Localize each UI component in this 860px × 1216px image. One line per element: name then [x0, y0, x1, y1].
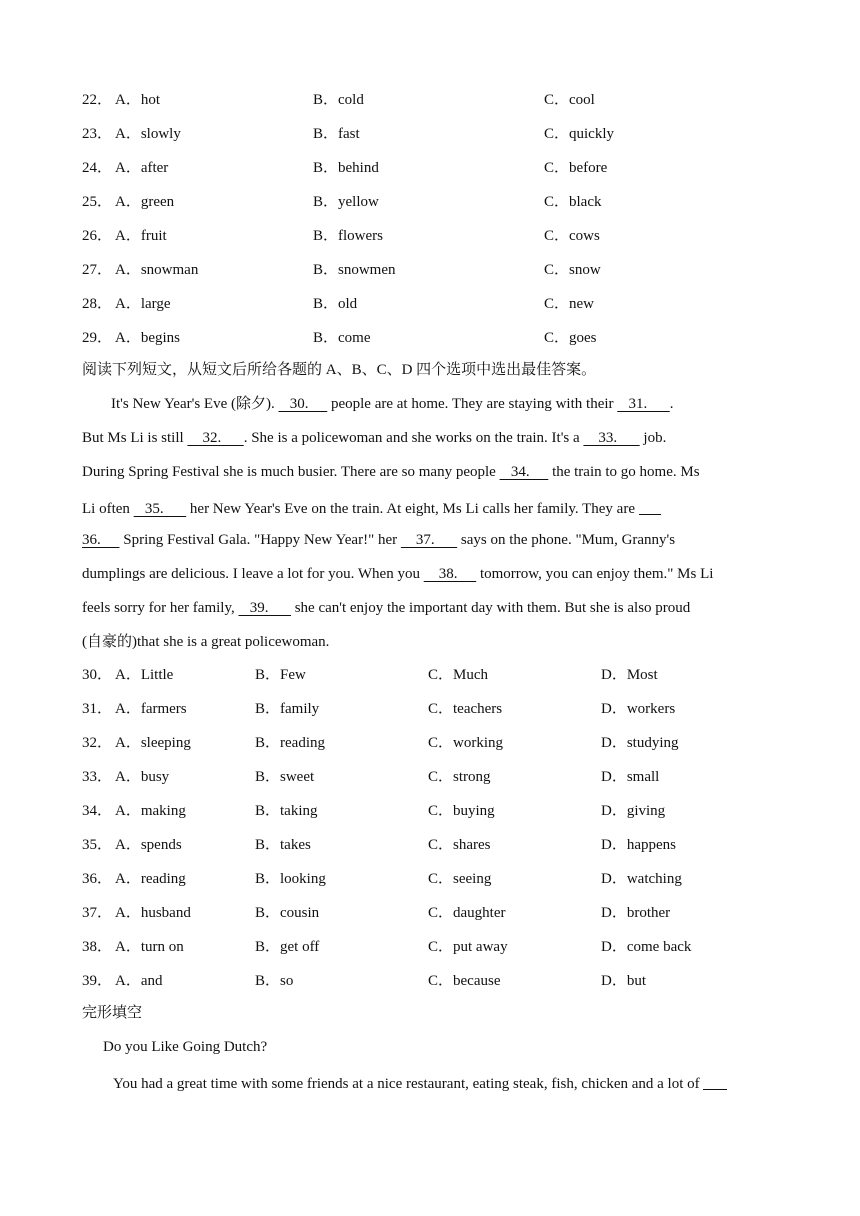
question-number: 32． [82, 735, 113, 751]
question-number: 31． [82, 701, 113, 717]
option-c[interactable]: C．seeing [428, 871, 492, 887]
section-instruction: 阅读下列短文，从短文后所给各题的 A、B、C、D 四个选项中选出最佳答案。 [82, 362, 597, 378]
option-d[interactable]: D．happens [601, 837, 676, 853]
option-c[interactable]: C．working [428, 735, 504, 751]
option-b[interactable]: B．reading [255, 735, 325, 751]
passage-line [82, 497, 661, 518]
option-b[interactable]: B．so [255, 973, 294, 989]
option-b[interactable]: B．old [313, 296, 358, 312]
passage-line [82, 633, 329, 651]
option-b[interactable]: B．cold [313, 92, 364, 108]
question-number: 35． [82, 837, 113, 853]
blank-32: 32. [187, 430, 244, 446]
option-a[interactable]: A．green [115, 194, 175, 210]
option-c[interactable]: C．because [428, 973, 501, 989]
option-d[interactable]: D．small [601, 769, 660, 785]
option-a[interactable]: A．large [115, 296, 171, 312]
section-heading: 完形填空 [82, 1005, 143, 1021]
question-row [82, 261, 782, 281]
passage-text: people are at home. They are staying with their [327, 396, 618, 412]
option-c[interactable]: C．shares [428, 837, 491, 853]
question-number: 25． [82, 194, 113, 210]
blank-39: 39. [238, 600, 291, 616]
question-row [82, 836, 782, 856]
blank-36-start [639, 499, 661, 515]
option-b[interactable]: B．snowmen [313, 262, 396, 278]
option-d[interactable]: D．workers [601, 701, 676, 717]
option-b[interactable]: B．come [313, 330, 371, 346]
option-d[interactable]: D．but [601, 973, 647, 989]
option-c[interactable]: C．strong [428, 769, 491, 785]
blank-40-start [703, 1074, 727, 1090]
option-b[interactable]: B．Few [255, 667, 306, 683]
question-number: 22． [82, 92, 113, 108]
option-b[interactable]: B．yellow [313, 194, 379, 210]
question-row [82, 91, 782, 111]
option-a[interactable]: A．spends [115, 837, 182, 853]
option-a[interactable]: A．begins [115, 330, 180, 346]
question-number: 29． [82, 330, 113, 346]
question-number: 28． [82, 296, 113, 312]
passage-text: her New Year's Eve on the train. At eight, Ms Li calls her family. They are [186, 501, 639, 517]
passage-line [82, 599, 690, 617]
blank-36: 36. [82, 532, 120, 548]
passage-text: the train to go home. Ms [548, 464, 700, 480]
question-number: 36． [82, 871, 113, 887]
option-b[interactable]: B．family [255, 701, 320, 717]
passage-line [82, 565, 713, 583]
question-row [82, 734, 782, 754]
option-c[interactable]: C．cows [544, 228, 600, 244]
passage-text: tomorrow, you can enjoy them." Ms Li [476, 566, 714, 582]
passage-line [82, 463, 700, 481]
passage-line [111, 395, 674, 413]
option-b[interactable]: B．takes [255, 837, 311, 853]
question-row [82, 904, 782, 924]
question-number: 34． [82, 803, 113, 819]
option-d[interactable]: D．Most [601, 667, 658, 683]
option-d[interactable]: D．watching [601, 871, 682, 887]
option-c[interactable]: C．before [544, 160, 608, 176]
option-c[interactable]: C．black [544, 194, 602, 210]
option-c[interactable]: C．quickly [544, 126, 614, 142]
passage-text: During Spring Festival she is much busier. There are so many people [82, 464, 500, 480]
blank-38: 38. [423, 566, 477, 582]
option-a[interactable]: A．sleeping [115, 735, 191, 751]
question-number: 23． [82, 126, 113, 142]
option-a[interactable]: A．hot [115, 92, 161, 108]
question-number: 27． [82, 262, 113, 278]
option-d[interactable]: D．studying [601, 735, 679, 751]
passage-text: dumplings are delicious. I leave a lot for you. When you [82, 566, 424, 582]
passage-text: But Ms Li is still [82, 430, 188, 446]
option-c[interactable]: C．new [544, 296, 594, 312]
option-c[interactable]: C．teachers [428, 701, 503, 717]
passage-line [82, 429, 666, 447]
blank-34: 34. [499, 464, 549, 480]
option-d[interactable]: D．giving [601, 803, 666, 819]
option-b[interactable]: B．behind [313, 160, 379, 176]
question-row [82, 329, 782, 349]
question-row [82, 125, 782, 145]
question-number: 39． [82, 973, 113, 989]
option-a[interactable]: A．farmers [115, 701, 187, 717]
option-b[interactable]: B．fast [313, 126, 360, 142]
option-a[interactable]: A．slowly [115, 126, 181, 142]
question-number: 33． [82, 769, 113, 785]
option-a[interactable]: A．husband [115, 905, 191, 921]
option-a[interactable]: A．and [115, 973, 163, 989]
option-a[interactable]: A．Little [115, 667, 174, 683]
question-row [82, 227, 782, 247]
question-number: 37． [82, 905, 113, 921]
option-d[interactable]: D．brother [601, 905, 671, 921]
question-row [82, 802, 782, 822]
question-number: 26． [82, 228, 113, 244]
passage-text: You had a great time with some friends at a nice restaurant, eating steak, fish, chicken and a lot of [113, 1076, 704, 1092]
blank-30: 30. [278, 396, 328, 412]
option-a[interactable]: A．fruit [115, 228, 167, 244]
passage-text: (自豪的)that she is a great policewoman. [82, 634, 330, 650]
passage-text: . She is a policewoman and she works on the train. It's a [243, 430, 584, 446]
question-row [82, 938, 782, 958]
option-b[interactable]: B．sweet [255, 769, 315, 785]
option-b[interactable]: B．get off [255, 939, 320, 955]
option-c[interactable]: C．goes [544, 330, 597, 346]
option-a[interactable]: A．turn on [115, 939, 184, 955]
option-c[interactable]: C．put away [428, 939, 508, 955]
option-a[interactable]: A．making [115, 803, 186, 819]
passage-text: It's New Year's Eve (除夕). [111, 396, 275, 412]
option-a[interactable]: A．snowman [115, 262, 199, 278]
question-row [82, 700, 782, 720]
passage-text: . [669, 396, 674, 412]
passage-text: she can't enjoy the important day with them. But she is also proud [290, 600, 691, 616]
option-c[interactable]: C．Much [428, 667, 489, 683]
blank-37: 37. [400, 532, 458, 548]
option-c[interactable]: C．cool [544, 92, 595, 108]
option-b[interactable]: B．taking [255, 803, 318, 819]
question-row [82, 768, 782, 788]
option-c[interactable]: C．snow [544, 262, 601, 278]
option-b[interactable]: B．cousin [255, 905, 320, 921]
question-number: 30． [82, 667, 113, 683]
question-row [82, 159, 782, 179]
passage-text: job. [639, 430, 667, 446]
question-number: 24． [82, 160, 113, 176]
passage-title: Do you Like Going Dutch? [103, 1039, 268, 1055]
question-row [82, 295, 782, 315]
question-number: 38． [82, 939, 113, 955]
passage-text: Li often [82, 501, 134, 517]
passage-line [113, 1072, 727, 1093]
passage-line [82, 531, 675, 549]
option-c[interactable]: C．buying [428, 803, 495, 819]
blank-35: 35. [133, 501, 187, 517]
option-b[interactable]: B．flowers [313, 228, 383, 244]
question-row [82, 666, 782, 686]
question-row [82, 972, 782, 992]
passage-text: feels sorry for her family, [82, 600, 239, 616]
option-b[interactable]: B．looking [255, 871, 326, 887]
option-a[interactable]: A．busy [115, 769, 170, 785]
question-row [82, 193, 782, 213]
question-row [82, 870, 782, 890]
passage-text: says on the phone. "Mum, Granny's [457, 532, 676, 548]
option-a[interactable]: A．after [115, 160, 169, 176]
option-c[interactable]: C．daughter [428, 905, 506, 921]
option-d[interactable]: D．come back [601, 939, 692, 955]
blank-33: 33. [583, 430, 640, 446]
option-a[interactable]: A．reading [115, 871, 186, 887]
blank-31: 31. [617, 396, 670, 412]
passage-text: Spring Festival Gala. "Happy New Year!" her [119, 532, 401, 548]
